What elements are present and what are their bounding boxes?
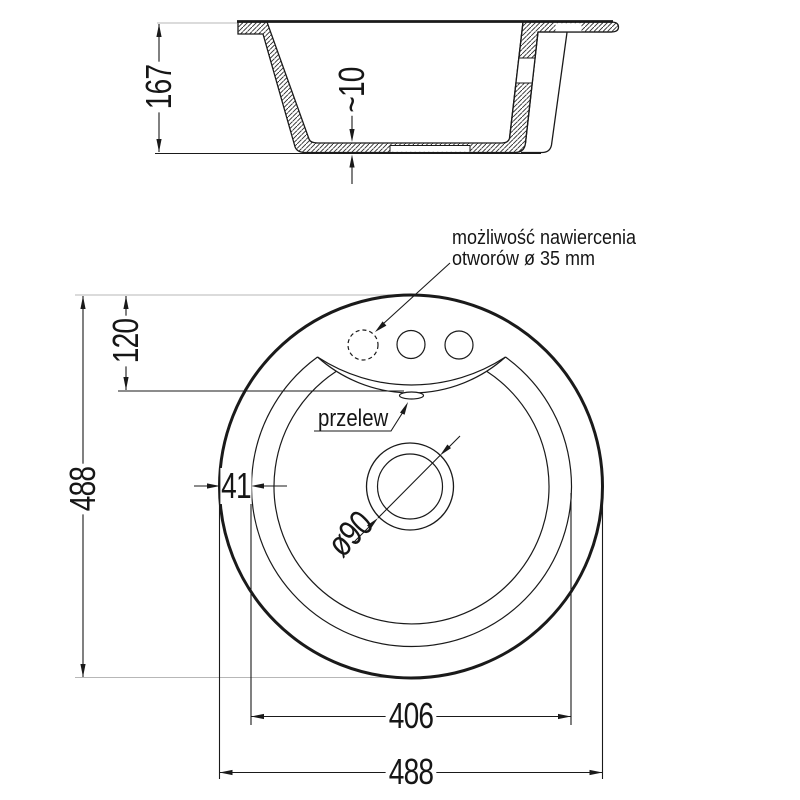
dimension-bowl-diameter-406: 406 — [386, 698, 437, 734]
dimension-drain-diameter-90: ø90 — [318, 502, 381, 565]
cross-section-view — [155, 22, 619, 185]
dimension-bottom-thickness: ~10 — [334, 64, 370, 116]
overflow-label: przelew — [318, 405, 389, 432]
drill-option-hole — [348, 330, 378, 360]
dimension-outer-diameter-bottom-488: 488 — [386, 754, 437, 790]
dimension-height-167: 167 — [141, 62, 177, 113]
drill-annotation — [452, 228, 636, 270]
overflow-slot — [400, 392, 424, 399]
drill-annotation-line2: otworów ø 35 mm — [452, 248, 596, 270]
dimension-outer-diameter-left-488: 488 — [65, 464, 101, 515]
drill-annotation-line1: możliwość nawiercenia — [452, 227, 637, 249]
dimension-ledge-offset-120: 120 — [108, 316, 144, 367]
faucet-hole-right — [445, 331, 473, 359]
dimension-rim-width-41: 41 — [221, 465, 251, 506]
faucet-hole-center — [397, 331, 425, 359]
